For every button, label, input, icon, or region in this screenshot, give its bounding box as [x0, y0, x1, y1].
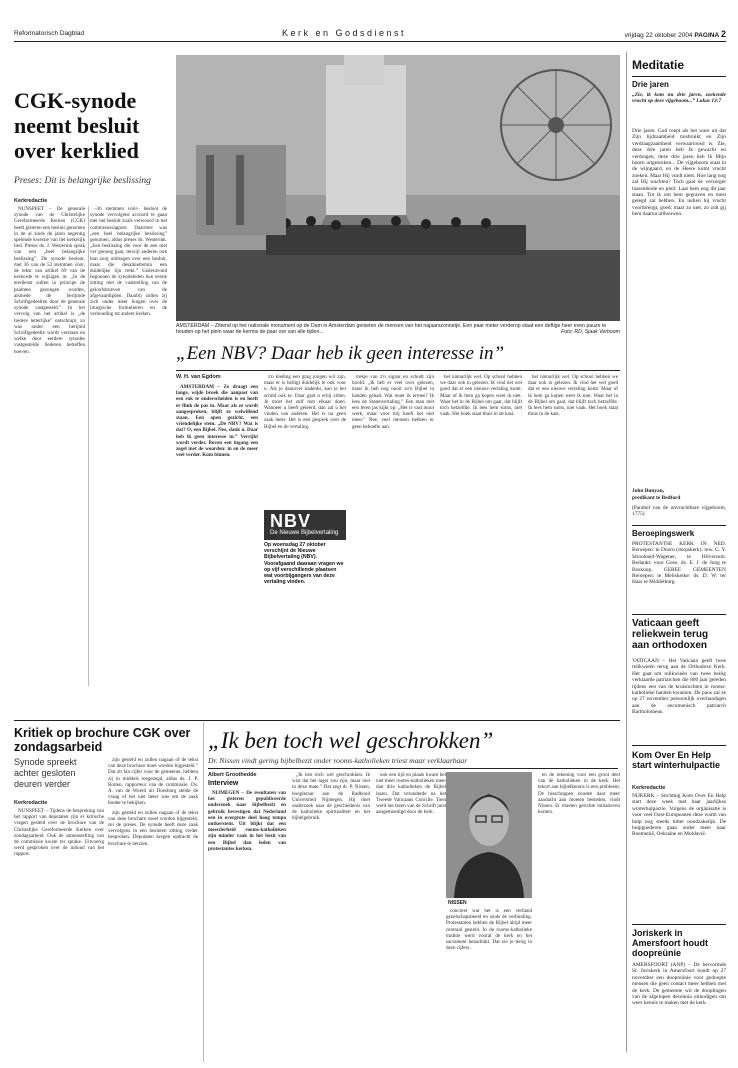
- nbv-col2-text: z'n kleding een grag jongen wil zijn, maar er is helligt duidelijk te ook voor u. Als je daarover nadenkt, kan je het schild ook te. Daar gaat u erbij zitten. Je moet het zelf met elkaar doen. Wanneer u heeft geleerd, dan zal u het vinden van anderen. Het is nu geen zaak meer. Het is een gesprek over de Bijbel en de vertaling.: [264, 374, 346, 430]
- interview-column-1: [208, 790, 286, 1058]
- lead-col2-text: –36 stemmen vóór– besloot de synode vervolgens accoord te gaan met het besluit zoals verwoord in het commissierapport. Daarmee was „een heel belangrijke beslissing” genomen, aldus preses ds. Westerink. „Een beslissing die voor de een niet ver genoeg gaat, terwijl anderen ook hun zorg uitdragen over een besluit, maar die desalniettemin een duidelijke lijn trekt.” Gisteravond begonnen de synodeleden hun eerste zitting met de vaststelling van de geloofsbrieven van de afgevaardigden. Daarbij zullen zij zich onder meer buigen over de liturgische formulieren en de verhouding tot andere kerken.: [90, 206, 167, 318]
- nbv-logo-box: [264, 510, 346, 540]
- vatican-title: Vaticaan geeft reliekwein terug aan orthodoxen: [632, 618, 709, 651]
- nbv-col5-text: hel natuurlijk wel. Op school hebben we daar ook in gelezen. Ik vind het wel goed dat er een nieuwe vertaling komt. Maar of ik hem ga kopen weet ik niet. Waar het in de Bijbel om gaat, dat blijft toch hetzelfde. Ik lees hem soms, niet vaak. Het boek staat thuis in de kast.: [528, 374, 618, 418]
- interview-headline: „Ik ben toch wel geschrokken”: [208, 728, 494, 753]
- section-title: Kerk en Godsdienst: [282, 28, 407, 38]
- brochure-col1-text: NUNSPEET – Tijdens de bespreking van het rapport van deputaten zijn er kritische vragen gesteld over de brochure van de Christelijke Gereformeerde Kerken over zondagsarbeid. Ook de samenstelling van de commissie kwam ter sprake. Uitvoerig werd gesproken over de inhoud van het rapport.: [14, 808, 104, 858]
- meditation-author-sub: predikant te Bedford: [632, 495, 681, 501]
- nissen-portrait: [446, 772, 532, 898]
- photo-illustration: [176, 55, 620, 321]
- date-text: vrijdag 22 oktober 2004: [624, 32, 693, 39]
- brochure-col3-text: zijn gesteld en zullen nagaan of de tekst van deze brochure moet worden bijgesteld, zei de preses. De synode heeft deze zaak vervolgens in een besloten zitting verder besproken. Deputaten kregen opdracht de brochure te herzien.: [108, 809, 198, 847]
- dam-square-photo: [176, 55, 620, 321]
- joriskerk-title: Joriskerk in Amersfoort houdt doopreünie: [632, 928, 708, 958]
- photo-caption: [176, 323, 620, 335]
- lead-subhead: Preses: Dit is belangrijke beslissing: [14, 176, 151, 186]
- brochure-byline: Kerkredactie: [14, 800, 48, 806]
- masthead: [14, 28, 726, 40]
- beroep-title: Beroepingswerk: [632, 529, 695, 538]
- interview-column-4: [446, 908, 532, 1058]
- nbv-byline: W. H. van Egdom: [176, 374, 221, 380]
- nissen-photo-label: NISSEN: [448, 900, 467, 906]
- interview-col4-text: concreet wat het is een verband gezelschapsbeeld en sinds de verbinding. Protestanten hebben de Bijbel altijd meer centraal gesteld. In de rooms-katholieke traditie werd vooral de kerk en het sacrament benadrukt. Dat zie je terug in deze cijfers.: [446, 908, 532, 952]
- lead-col1-text: NUNSPEET – De generale synode van de Christelijke Gereformeerde Kerken (CGK) heeft gisteren een besluit genomen in de al sinds de jaren negentig spelende kwestie van het kerkelijk lied. Preses ds. J. Westerink sprak van een „heel belangrijke beslissing”. De synode besloot, met 36 van de 52 stemmen vóór, de tekst van artikel 69 van de kerkorde te wijzigen in: „In de eredienst zullen in principe de psalmen gezongen worden, alsmede de berijmde Schriftgedeelten door de generale synode vastgesteld.” In het vervolg van het artikel is „de liedere letterlijke” ontschrapt, zo was onder een berijmd Schriftgedeelte wordt verstaan en welke door eerdere synodes vastgestelde liederen betreffen hoeven.: [14, 206, 85, 355]
- nbv-logo-sub: De Nieuwe Bijbelvertaling: [270, 530, 339, 536]
- help-headline: Kom Over En Help start winterhulpactie: [632, 750, 721, 770]
- beroep-body: PROTESTANTSE KERK IN NED. Beroepen: te Doorn (dorpskerk): mw. G. Y. Strooband-Wagener, te Hilversum. Bedankt: voor Goes: ds. E. J. de Jong te Boskoop. GEREF. GEMEENTEN Beroepen: te Meliskerke: ds. D. W. ter Haar te Middelburg.: [632, 541, 726, 586]
- nbv-column-4: [440, 374, 522, 586]
- interview-column-3: [376, 772, 446, 1058]
- interview-col3-text: ook een tijd en plaats kwam het niet meer rooms-katholieken meer dan drie katholieken de Bijbel lazen. Dat veranderde na het Tweede Vaticaans Concilie. Toen werd het lezen van de Schrift juist aangemoedigd door de kerk.: [376, 772, 446, 816]
- vatican-body: VATICAAN – Het Vaticaan geeft twee relikwieën terug aan de Orthodoxe Kerk. Het gaat om relikwieën van twee heilig verklaarde patriarchen die 800 jaar geleden tijdens een van de kruistochten in rooms-katholieke handen kwamen. De paus zal ze op 27 november persoonlijk overhandigen aan de oecumenisch patriarch Bartholomeus.: [632, 658, 726, 716]
- interview-col1-text: NIJMEGEN – De resultaten van het gisteren gepubliceerde onderzoek naar bijbelbezit en gebruik bevestigen dat Nederland een in overgrote deel hoog tempo ontkerstent. Uit blijkt dat een meerderheid rooms-katholieken zijn minder vaak in het bezit van een Bijbel dan leden van protestantse kerken.: [208, 790, 286, 852]
- nbv-column-1: [176, 384, 258, 586]
- nbv-col4-text: hel natuurlijk wel. Op school hebben we daar ook in gelezen. Ik vind het wel goed dat er een nieuwe vertaling komt. Maar of ik hem ga kopen weet ik niet. Waar het in de Bijbel om gaat, dat blijft toch hetzelfde. Ik lees hem soms, niet vaak. Het boek staat thuis in de kast.: [440, 374, 522, 418]
- brochure-headline: Kritiek op brochure CGK over zondagsarbeid: [14, 726, 191, 754]
- photo-caption-text: AMSTERDAM – Zittend op het nationale monument op de Dam in Amsterdam genieten de mensen van het najaarszonnetje. Een paar meter verderop staat een deftige heer even pauze te houden op het plein waar de kermis de paar ore van alle tijden...: [176, 323, 607, 336]
- meditation-body: Drie jaren. God roept als het ware uit dat Zijn lijdzaamheid misbruikt en Zijn verdraagzaamheid verwaarloosd is. Zie, deze drie jaren heb Ik gewacht en verdragen, deze drie jaren heb Ik Mijn hoorn uitgestoken... De vijgeboom staat in de wijngaard, en de Heere komt vrucht zoeken. Maar Hij vindt niets. Hoe lang nog zal Hij wachten? Toch gaat de verzorger tussenbeide en pleit: Laat hem nog dit jaar staan. Tot ik om hem gegraven en mest gelegd zal hebben. En indien hij vrucht voortbrengt, goed; maar zo niet, zo zult gij hem daarna uithouwen.: [632, 128, 726, 218]
- meditation-source: (Parabel van de onvruchtbare vijgeboom, 1775): [632, 505, 726, 518]
- page-number: 2: [720, 29, 726, 39]
- lead-column-1: [14, 206, 85, 706]
- brochure-column-1: [14, 808, 104, 1058]
- interview-column-2: [292, 772, 370, 1058]
- lead-byline: Kerkredactie: [14, 198, 48, 204]
- interview-subhead: Dr. Nissen vindt gering bijbelbezit onder rooms-katholieken triest maar verklaarbaar: [208, 756, 468, 765]
- meditation-author: John Bunyan,: [632, 488, 665, 494]
- interview-byline: Albert Groothedde: [208, 772, 257, 778]
- brochure-column-2: [108, 757, 198, 1057]
- interview-col2-text: „Ik ben toch wel geschrokken. Ik wist dat het lager zou zijn, maar niet in deze mate.” Dat zegt dr. P. Nissen, hoogleraar aan de Radboud Universiteit Nijmegen. Hij doet onderzoek naar de geschiedenis van de katholieke spiritualiteit en het bijbelgebruik.: [292, 772, 370, 822]
- lead-column-2: [90, 206, 167, 706]
- meditation-subtitle: Drie jaren: [632, 80, 669, 89]
- brochure-col2-text: zijn gesteld en zullen nagaan of de tekst van deze brochure moet worden bijgesteld.” Dat zit fan cijfer voor de gemeente, hebben zij in middels toegezegd, aldus ds. J. P. Boiten, rapporteur van de commissie. Ds. A. van de Woerd uit Doesburg stelde de vraag of het niet beter was om de zaak breder te bekijken.: [108, 757, 198, 807]
- page-date: [625, 29, 726, 39]
- interview-kicker: Interview: [208, 780, 239, 787]
- nissen-photo: [446, 772, 532, 898]
- interview-column-5: [538, 772, 620, 1058]
- nbv-logo: NBV: [270, 511, 312, 531]
- nbv-intro-box: Op woensdag 27 oktober verschijnt de Nieuwe Bijbelvertaling (NBV). Voorafgaand daaraan vragen we op vijf verschillende plaatsen wat voorbijgangers van deze vertaling vinden.: [264, 542, 344, 586]
- help-byline: Kerkredactie: [632, 785, 666, 791]
- nbv-quote-headline: „Een NBV? Daar heb ik geen interesse in”: [176, 343, 505, 364]
- nbv-column-3: [352, 374, 434, 586]
- page-label: PAGINA: [694, 32, 720, 39]
- lead-headline: CGK-synode neemt besluit over kerklied: [14, 88, 140, 163]
- header-rule: [14, 41, 726, 42]
- nbv-col1-text: AMSTERDAM – Ze draagt een lange, wijde broek die aanpast van een rok te onderscheiden is en heeft er flink de pas in. Maar als ze wordt aangesproken, blijft ze welwillend staan. Een open gezicht, een vriendelijke stem. „De NBV? Wat is dat? O, een Bijbel. Nee, dank u. Daar heb ik geen interesse in.” Verrijkt wordt verder. Boven een ingang een zegel met de woorden: in en de meer veel verder. Kom binnen.: [176, 384, 258, 459]
- joriskerk-body: AMERSFOORT (ANP) – De hervormde St. Joriskerk in Amersfoort houdt op 27 november een doopreünie voor gedoopte mensen die geen contact meer hebben met de kerk. De gemeente wil de dooplingen van de afgelopen decennia uitnodigen om weer kennis te maken met de kerk.: [632, 962, 726, 1007]
- help-body: NIJKERK – Stichting Kom Over En Help start deze week met haar jaarlijkse winterhulpactie. Volgens de organisatie is voor veel Oost-Europeanen deze warm van hulp nog steeds bitter noodzakelijk. De hulpgoederen gaan onder meer naar Roemenië, Oekraïne en Moldavië.: [632, 793, 726, 838]
- nbv-column-5: [528, 374, 618, 586]
- meditation-quote: „Zie, ik kom nu drie jaren, zoekende vrucht op deze vijgeboom...” Lukas 13:7: [632, 92, 726, 105]
- photo-credit: Foto: RD, Sjaak Verboom: [561, 329, 620, 336]
- nbv-col3-text: trekje van z'n sigaar en schudt zijn hoofd. „Ik heb er veel over gelezen, maar ik heb nog nooit zo'n Bijbel in handen gehad. Wat moet ik ermee? Ik lees de Statenvertaling.” Een man met een leren jas kijkt op: „Het is vast mooi werk, maar voor mij hoeft het niet meer.” Nee, veel mensen hebben er geen behoefte aan.: [352, 374, 434, 430]
- interview-col5-text: en de rekening voor een groot deel van de katholieken in de kerk. Het tekort aan bijbelkennis is een probleem. De bisschoppen zouden daar meer aandacht aan moeten besteden, vindt Nissen. Er moeten gerichte initiatieven komen.: [538, 772, 620, 816]
- paper-name: Reformatorisch Dagblad: [14, 30, 85, 37]
- meditation-title: Meditatie: [632, 58, 685, 72]
- brochure-subhead: Synode spreekt achter gesloten deuren verder: [14, 757, 77, 789]
